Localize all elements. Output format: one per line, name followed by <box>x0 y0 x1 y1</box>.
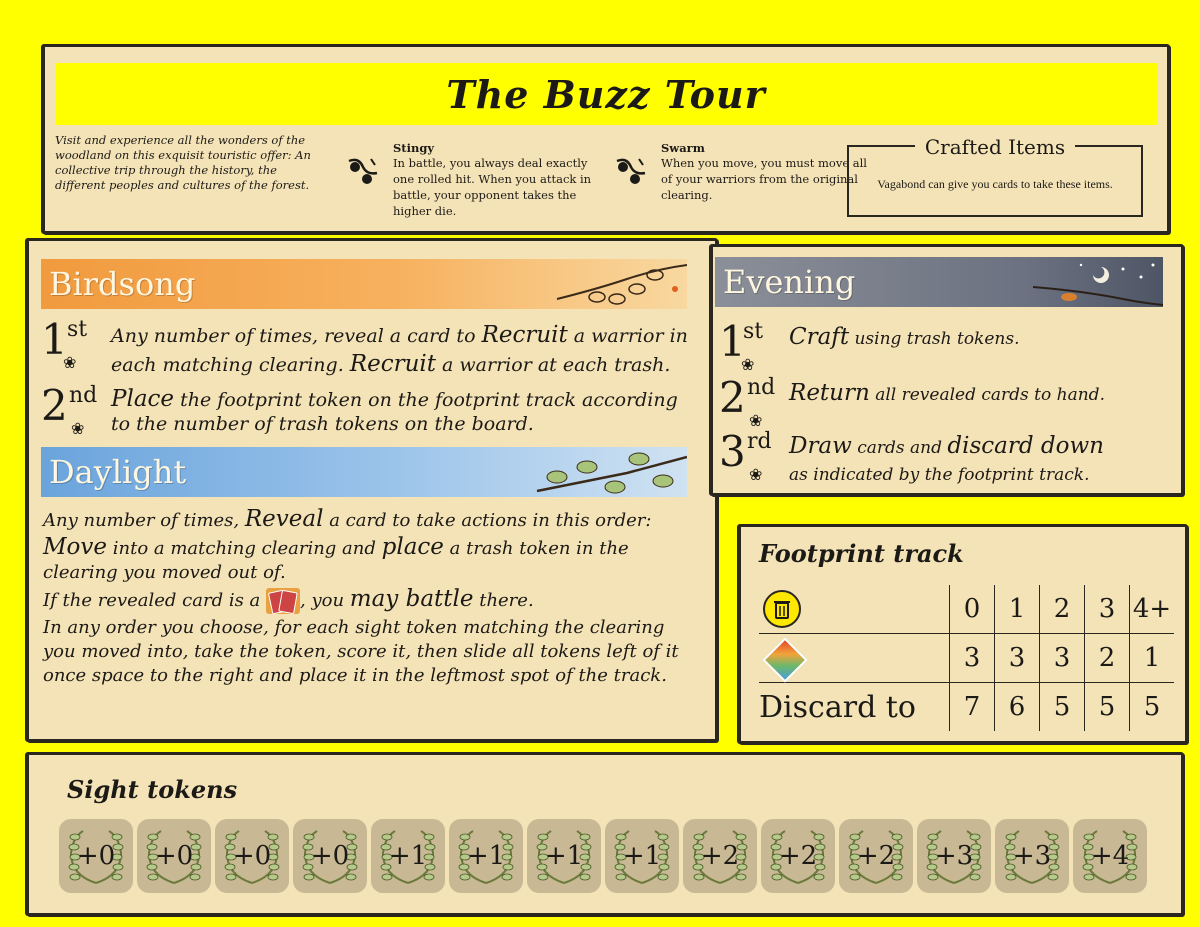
step-text: the footprint token on the footprint track according to the number of trash tokens on the board. <box>111 389 678 435</box>
sight-tokens-row <box>59 819 1147 893</box>
ordinal-suffix: st <box>67 317 88 342</box>
card-draw-row <box>759 634 1174 683</box>
sight-token <box>1073 819 1147 893</box>
sight-token <box>995 819 1069 893</box>
discard-cell: 6 <box>995 683 1040 732</box>
sight-token-value: +1 <box>466 841 506 871</box>
crafted-items-description: Vagabond can give you cards to take these items. <box>877 177 1113 191</box>
sight-token-value: +4 <box>1090 841 1130 871</box>
night-branch-icon <box>1033 257 1163 307</box>
keyword-recruit: Recruit <box>481 322 568 348</box>
step-text: Any number of times, reveal a card to <box>111 325 482 347</box>
keyword-battle: may battle <box>349 586 474 612</box>
ordinal-suffix: nd <box>747 375 776 400</box>
crafted-items-box <box>847 135 1143 217</box>
step-text: cards and <box>851 438 948 458</box>
footprint-track-title: Footprint track <box>759 539 964 568</box>
keyword-return: Return <box>789 380 870 406</box>
sight-token-value: +0 <box>310 841 350 871</box>
ordinal-marker <box>41 315 111 377</box>
sight-token-value: +2 <box>856 841 896 871</box>
discard-cell: 5 <box>1085 683 1130 732</box>
sight-token <box>449 819 523 893</box>
daylight-banner <box>41 447 687 497</box>
sight-token-value: +1 <box>388 841 428 871</box>
ordinal-number: 2 <box>41 381 68 430</box>
trash-count-cell: 3 <box>1085 585 1130 634</box>
sight-tokens-title: Sight tokens <box>67 775 238 804</box>
card-draw-cell: 3 <box>1040 634 1085 683</box>
footprint-track-panel <box>738 524 1188 744</box>
step-text: as indicated by the footprint track. <box>789 465 1090 485</box>
step-text: a warrior in each matching clearing. <box>111 325 688 376</box>
footprint-track-table <box>759 585 1174 731</box>
daylight-text-part: Any number of times, <box>43 510 245 531</box>
sight-token <box>59 819 133 893</box>
sight-token <box>215 819 289 893</box>
bee-paw-icon <box>345 153 383 191</box>
keyword-place: place <box>381 534 444 560</box>
keyword-craft: Craft <box>789 324 850 350</box>
ordinal-suffix: nd <box>69 383 98 408</box>
sight-token-value: +3 <box>1012 841 1052 871</box>
daylight-sight-rule: In any order you choose, for each sight token matching the clearing you moved into, take the token, score it, then slide all tokens left of it once space to the right and place it in the leftmost spot of the track. <box>43 617 679 686</box>
ordinal-marker <box>719 317 789 379</box>
ordinal-number: 3 <box>719 427 746 476</box>
sight-token <box>917 819 991 893</box>
evening-step-1 <box>719 317 1169 379</box>
daylight-title: Daylight <box>49 453 187 491</box>
daylight-text <box>43 507 693 690</box>
card-draw-cell: 1 <box>1130 634 1175 683</box>
sight-token <box>605 819 679 893</box>
sight-token <box>371 819 445 893</box>
keyword-draw: Draw <box>789 433 852 459</box>
ordinal-number: 1 <box>41 315 68 364</box>
evening-banner <box>715 257 1163 307</box>
ordinal-marker <box>719 427 789 489</box>
sight-token-value: +0 <box>76 841 116 871</box>
evening-panel <box>710 244 1184 496</box>
ambush-card-icon <box>266 588 300 614</box>
card-draw-cell: 3 <box>950 634 995 683</box>
keyword-recruit: Recruit <box>349 351 437 377</box>
trait-description: In battle, you always deal exactly one rolled hit. When you attack in battle, your opponent takes the higher die. <box>393 156 592 218</box>
sight-token-value: +3 <box>934 841 974 871</box>
birdsong-step-2 <box>41 381 691 443</box>
sight-token <box>293 819 367 893</box>
sight-token-value: +2 <box>778 841 818 871</box>
paw-mark-icon: ❀ <box>741 355 755 374</box>
trait-description: When you move, you must move all of your warriors from the original clearing. <box>661 156 867 202</box>
sight-token <box>527 819 601 893</box>
keyword-discard-down: discard down <box>947 433 1104 459</box>
evening-step-3 <box>719 427 1169 489</box>
discard-row <box>759 683 1174 732</box>
intro-text: Visit and experience all the wonders of the woodland on this exquisit touristic offer: An collective trip through the history, the different peoples and cultures of the forest. <box>55 133 311 192</box>
card-draw-cell: 2 <box>1085 634 1130 683</box>
daylight-text-part: a card to take actions in this order: <box>323 510 652 531</box>
step-text: all revealed cards to hand. <box>869 385 1105 405</box>
evening-title: Evening <box>723 263 856 301</box>
sight-token-value: +1 <box>544 841 584 871</box>
daylight-text-part: a trash token in the clearing you moved out of. <box>43 538 629 583</box>
branch-leaves-icon <box>527 447 687 497</box>
faction-title: The Buzz Tour <box>446 71 766 117</box>
trash-count-cell: 2 <box>1040 585 1085 634</box>
discard-cell: 7 <box>950 683 995 732</box>
card-draw-cell: 3 <box>995 634 1040 683</box>
ordinal-suffix: st <box>743 319 764 344</box>
trash-count-cell: 1 <box>995 585 1040 634</box>
step-text: using trash tokens. <box>849 329 1020 349</box>
sight-token-value: +1 <box>622 841 662 871</box>
keyword-reveal: Reveal <box>244 506 324 532</box>
header-panel <box>42 44 1170 234</box>
trash-count-cell: 0 <box>950 585 995 634</box>
branch-leaves-icon <box>537 259 687 309</box>
paw-mark-icon: ❀ <box>63 353 77 372</box>
sight-token-value: +0 <box>154 841 194 871</box>
trash-icon <box>763 590 801 628</box>
daylight-text-part: there. <box>473 590 534 611</box>
daylight-text-part: into a matching clearing and <box>107 538 382 559</box>
sight-token <box>839 819 913 893</box>
ordinal-suffix: rd <box>747 429 772 454</box>
birdsong-daylight-panel <box>26 238 718 742</box>
daylight-text-part: If the revealed card is a <box>43 590 266 611</box>
discard-label: Discard to <box>759 683 950 732</box>
keyword-move: Move <box>43 534 108 560</box>
bee-paw-icon <box>613 153 651 191</box>
sight-token <box>137 819 211 893</box>
trait-name: Swarm <box>661 141 705 155</box>
evening-step-2 <box>719 373 1169 435</box>
sight-token <box>761 819 835 893</box>
birdsong-step-1 <box>41 315 691 379</box>
daylight-text-part: , you <box>300 590 350 611</box>
sight-tokens-panel <box>26 752 1184 916</box>
ordinal-number: 2 <box>719 373 746 422</box>
sight-token <box>683 819 757 893</box>
title-bar <box>55 63 1157 125</box>
keyword-place: Place <box>111 386 175 412</box>
paw-mark-icon: ❀ <box>71 419 85 438</box>
bird-card-icon <box>762 637 807 682</box>
birdsong-title: Birdsong <box>49 265 196 303</box>
discard-cell: 5 <box>1130 683 1175 732</box>
trait-name: Stingy <box>393 141 435 155</box>
step-text: a warrior at each trash. <box>436 354 671 376</box>
crafted-items-title: Crafted Items <box>915 135 1075 159</box>
sight-token-value: +2 <box>700 841 740 871</box>
sight-token-value: +0 <box>232 841 272 871</box>
birdsong-banner <box>41 259 687 309</box>
ordinal-marker <box>41 381 111 443</box>
paw-mark-icon: ❀ <box>749 465 763 484</box>
discard-cell: 5 <box>1040 683 1085 732</box>
trash-count-cell: 4+ <box>1130 585 1175 634</box>
ordinal-number: 1 <box>719 317 746 366</box>
trash-row <box>759 585 1174 634</box>
paw-mark-icon: ❀ <box>749 411 763 430</box>
